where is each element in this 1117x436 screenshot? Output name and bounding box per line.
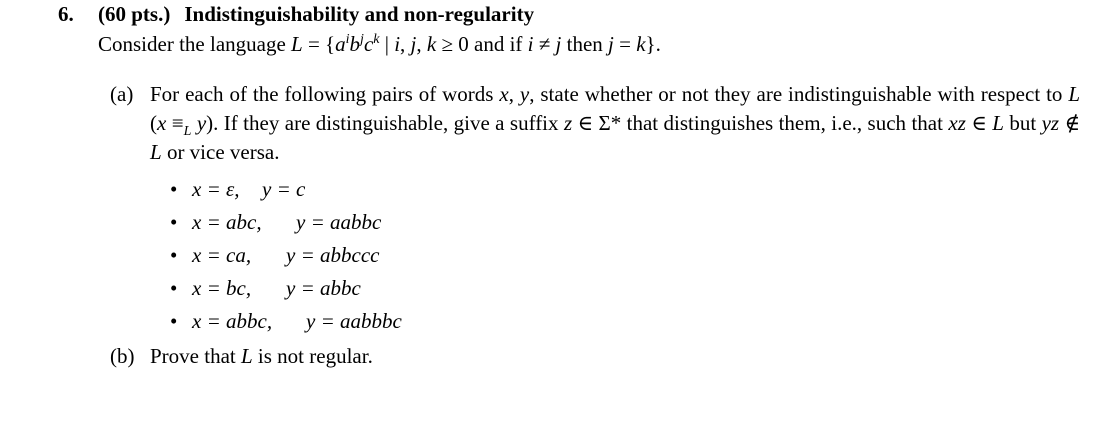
part-b	[110, 342, 373, 371]
part-b-text: Prove that L is not regular.	[150, 344, 373, 368]
bullet-icon: •	[170, 243, 178, 267]
bullet-icon: •	[170, 177, 178, 201]
bullet-icon: •	[170, 309, 178, 333]
pair-x: x = abc,	[192, 210, 262, 234]
bullet-icon: •	[170, 210, 178, 234]
list-item	[170, 208, 402, 241]
intro-prefix: Consider the language	[98, 32, 286, 56]
list-item	[170, 307, 402, 340]
bullet-icon: •	[170, 276, 178, 300]
pair-y: y = abbc	[286, 276, 361, 300]
pair-x: x = bc,	[192, 276, 252, 300]
word-pairs-list	[170, 175, 402, 340]
part-a-text: For each of the following pairs of words x, y, state whether or not they are indistinguishable with respect to L ($x \equiv_L$ y). If they are distinguishable, give a suffix z ∈ Σ* that distinguishes them, i.e., such that xz ∈ L but yz ∉ L or vice versa.	[150, 82, 1081, 164]
list-item	[170, 241, 402, 274]
list-item	[170, 175, 402, 208]
list-item	[170, 274, 402, 307]
pair-x: x = abbc,	[192, 309, 273, 333]
pair-y: y = aabbbc	[306, 309, 402, 333]
problem-heading	[58, 0, 534, 29]
problem-intro	[98, 30, 661, 59]
part-a	[110, 80, 1080, 167]
problem-number: 6.	[58, 2, 74, 26]
pair-y: y = aabbc	[296, 210, 382, 234]
part-a-label: (a)	[110, 82, 134, 106]
pair-x: x = ca,	[192, 243, 252, 267]
problem-points: (60 pts.)	[98, 2, 171, 26]
problem-title: Indistinguishability and non-regularity	[184, 2, 535, 26]
pair-y: y = abbccc	[286, 243, 380, 267]
pair-x: x = ε,	[192, 177, 240, 201]
language-definition: = {$a^ib^jc^k$ | i, j, k ≥ 0 and if i ≠ j then j = k}.	[302, 32, 661, 56]
part-b-label: (b)	[110, 344, 135, 368]
pair-y: y = c	[262, 177, 306, 201]
language-name: L	[291, 32, 303, 56]
